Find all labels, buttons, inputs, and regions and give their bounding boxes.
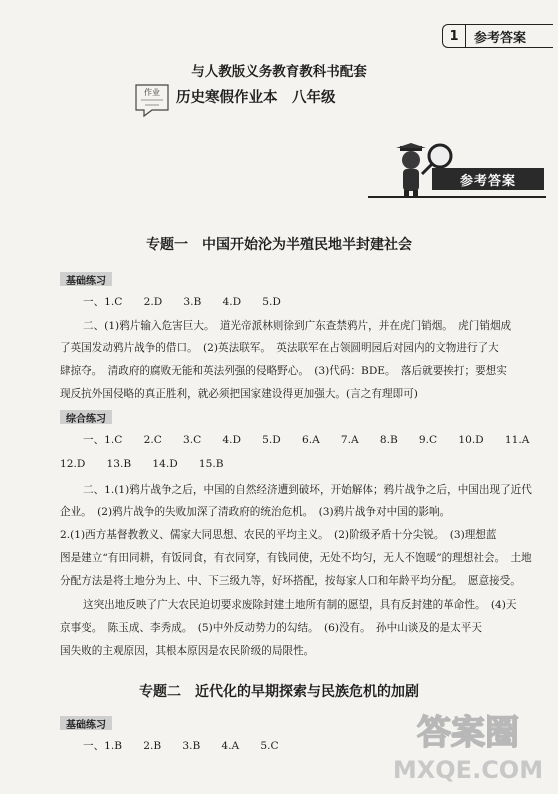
text-line: 京事变。 陈玉成、李秀成。 (5)中外反动势力的勾结。 (6)没有。 孙中山谈及的是太平天	[60, 622, 482, 634]
page-number-tab	[442, 24, 553, 48]
section-label-basic: 基础练习	[60, 716, 112, 730]
section-label-basic: 基础练习	[60, 272, 112, 286]
text-line: 这突出地反映了广大农民迫切要求废除封建土地所有制的愿望，具有反封建的革命性。 (4)天	[83, 599, 517, 611]
text-line: 现反抗外国侵略的真正胜利，就必须把国家建设得更加强大。(言之有理即可)	[60, 388, 418, 400]
section-label-combined: 综合练习	[60, 410, 112, 424]
watermark-text: 答案圈	[417, 713, 519, 753]
text-line: 12.D 13.B 14.D 15.B	[60, 458, 224, 470]
text-line: 二、(1)鸦片输入危害巨大。 道光帝派林则徐到广东查禁鸦片，并在虎门销烟。 虎门销烟成	[83, 320, 512, 332]
text-line: 一、1.C 2.D 3.B 4.D 5.D	[83, 296, 281, 308]
topic-1-title: 专题一 中国开始沦为半殖民地半封建社会	[146, 237, 412, 253]
text-line: 一、1.B 2.B 3.B 4.A 5.C	[83, 740, 279, 752]
watermark-domain: MXQE.COM	[392, 756, 544, 784]
text-line: 国失败的主观原因，其根本原因是农民阶级的局限性。	[60, 645, 315, 657]
text-line: 2.(1)西方基督教教义、儒家大同思想、农民的平均主义。 (2)阶级矛盾十分尖锐。 (3)理想蓝	[60, 529, 497, 541]
banner-divider	[368, 196, 546, 198]
book-title: 历史寒假作业本 八年级	[176, 90, 336, 106]
text-line: 一、1.C 2.C 3.C 4.D 5.D 6.A 7.A 8.B 9.C 10.D 11.A	[83, 434, 530, 446]
text-line: 分配方法是将土地分为上、中、下三级九等，好坏搭配，按每家人口和年龄平均分配。 愿意接受。	[60, 575, 521, 587]
badge-text: 作业	[144, 88, 160, 97]
text-line: 了英国发动鸦片战争的借口。 (2)英法联军。 英法联军在占领圆明园后对园内的文物进行了大	[60, 342, 499, 354]
text-line: 图是建立“有田同耕，有饭同食，有衣同穿，有钱同使，无处不均匀，无人不饱暖”的理想社会。 土地	[60, 552, 532, 564]
text-line: 二、1.(1)鸦片战争之后，中国的自然经济遭到破坏，开始解体；鸦片战争之后，中国出现了近代	[83, 484, 532, 496]
page-number: 1	[443, 25, 466, 47]
book-badge-icon	[132, 82, 172, 118]
text-line: 企业。 (2)鸦片战争的失败加深了清政府的统治危机。 (3)鸦片战争对中国的影响。	[60, 506, 451, 518]
watermark-logo	[388, 706, 548, 786]
topic-2-title: 专题二 近代化的早期探索与民族危机的加剧	[139, 684, 419, 700]
text-line: 肆掠夺。 清政府的腐败无能和英法列强的侵略野心。 (3)代码：BDE。 落后就要挨打；要想实	[60, 365, 507, 377]
page-section-label: 参考答案	[474, 30, 527, 46]
book-subtitle: 与人教版义务教育教科书配套	[191, 64, 367, 80]
answer-banner: 参考答案	[432, 168, 544, 190]
